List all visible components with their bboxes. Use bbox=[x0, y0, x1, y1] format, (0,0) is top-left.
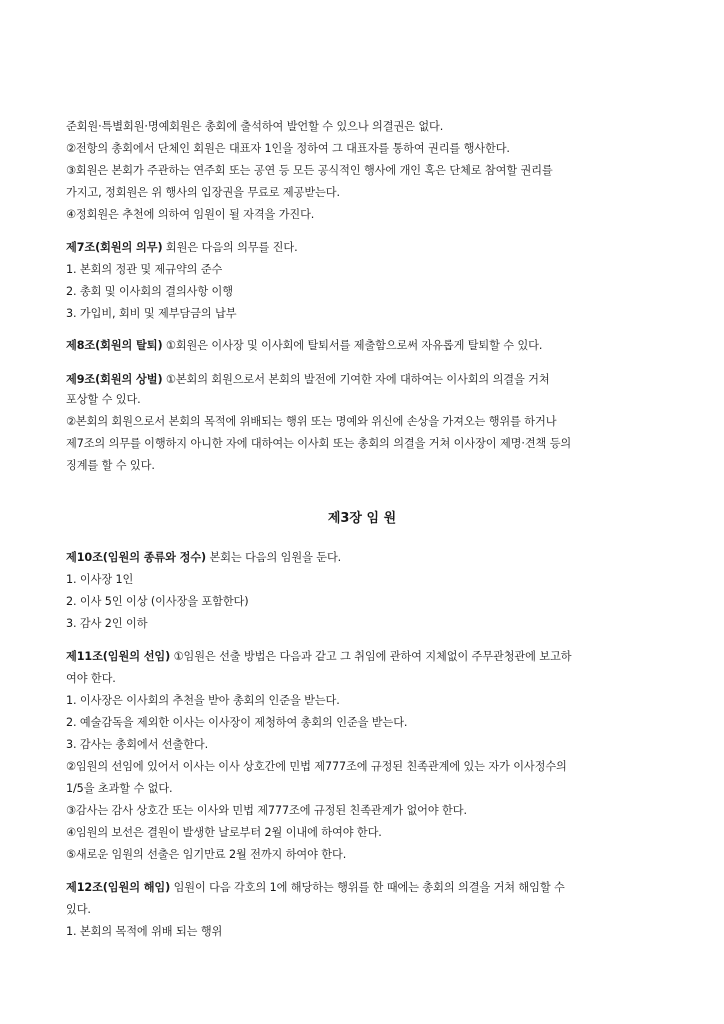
article-11-heading: 제11조(임원의 선임) bbox=[66, 650, 171, 663]
article-12-heading: 제12조(임원의 해임) bbox=[66, 881, 171, 894]
article-11-line: 1. 이사장은 이사회의 추천을 받아 총회의 인준을 받는다. bbox=[66, 694, 340, 707]
article-11-line: ③감사는 감사 상호간 또는 이사와 민법 제777조에 규정된 친족관계가 없어야 한다. bbox=[66, 804, 467, 817]
article-11-line: 여야 한다. bbox=[66, 672, 116, 685]
intro-line: ②전항의 총회에서 단체인 회원은 대표자 1인을 정하여 그 대표자를 통하여 권리를 행사한다. bbox=[66, 142, 510, 155]
article-7-heading: 제7조(회원의 의무) bbox=[66, 241, 163, 254]
article-9-heading: 제9조(회원의 상벌) bbox=[66, 373, 163, 386]
article-11-line: 1/5을 초과할 수 없다. bbox=[66, 782, 173, 795]
article-10-text: 본회는 다음의 임원을 둔다. bbox=[206, 551, 342, 564]
article-7-item: 1. 본회의 정관 및 제규약의 준수 bbox=[66, 263, 223, 276]
article-10-item: 1. 이사장 1인 bbox=[66, 573, 134, 586]
article-10-item: 3. 감사 2인 이하 bbox=[66, 617, 148, 630]
article-7-text: 회원은 다음의 의무를 진다. bbox=[162, 241, 298, 254]
article-11-line: ②임원의 선임에 있어서 이사는 이사 상호간에 민법 제777조에 규정된 친족관계에 있는 자가 이사정수의 bbox=[66, 760, 567, 773]
article-7-item: 2. 총회 및 이사회의 결의사항 이행 bbox=[66, 285, 233, 298]
article-9-line: 제7조의 의무를 이행하지 아니한 자에 대하여는 이사회 또는 총회의 의결을 거쳐 이사장이 제명·견책 등의 bbox=[66, 437, 572, 450]
article-11-line: ⑤새로운 임원의 선출은 임기만료 2월 전까지 하여야 한다. bbox=[66, 848, 347, 861]
intro-line: ④정회원은 추천에 의하여 임원이 될 자격을 가진다. bbox=[66, 208, 315, 221]
article-11-line: ④임원의 보선은 결원이 발생한 날로부터 2월 이내에 하여야 한다. bbox=[66, 826, 382, 839]
article-10-item: 2. 이사 5인 이상 (이사장을 포함한다) bbox=[66, 595, 249, 608]
article-8-text: ①회원은 이사장 및 이사회에 탈퇴서를 제출함으로써 자유롭게 탈퇴할 수 있다. bbox=[162, 339, 543, 352]
article-9-line: 포상할 수 있다. bbox=[66, 393, 141, 406]
article-10-heading: 제10조(임원의 종류와 정수) bbox=[66, 551, 207, 564]
chapter-heading: 제3장 임 원 bbox=[327, 511, 397, 526]
intro-line: 준회원·특별회원·명예회원은 총회에 출석하여 발언할 수 있으나 의결권은 없다. bbox=[66, 120, 444, 133]
article-10-paragraph bbox=[66, 550, 341, 566]
article-12-line: 1. 본회의 목적에 위배 되는 행위 bbox=[66, 925, 223, 938]
article-12-line: 있다. bbox=[66, 903, 91, 916]
article-11-line: 3. 감사는 총회에서 선출한다. bbox=[66, 738, 209, 751]
article-7-item: 3. 가입비, 회비 및 제부담금의 납부 bbox=[66, 307, 237, 320]
intro-line: 가지고, 정회원은 위 행사의 입장권을 무료로 제공받는다. bbox=[66, 186, 340, 199]
intro-line: ③회원은 본회가 주관하는 연주회 또는 공연 등 모든 공식적인 행사에 개인 혹은 단체로 참여할 권리를 bbox=[66, 164, 553, 177]
article-11-text: ①임원은 선출 방법은 다음과 같고 그 취임에 관하여 지체없이 주무관청관에 보고하 bbox=[170, 650, 572, 663]
article-9-paragraph bbox=[66, 372, 550, 388]
article-9-line: ②본회의 회원으로서 본회의 목적에 위배되는 행위 또는 명예와 위신에 손상을 가져오는 행위를 하거나 bbox=[66, 415, 557, 428]
article-8-heading: 제8조(회원의 탈퇴) bbox=[66, 339, 163, 352]
article-9-line: 징계를 할 수 있다. bbox=[66, 459, 155, 472]
article-12-text: 임원이 다음 각호의 1에 해당하는 행위를 한 때에는 총회의 의결을 거쳐 해임할 수 bbox=[170, 881, 565, 894]
article-12-paragraph bbox=[66, 880, 565, 896]
article-8-paragraph bbox=[66, 338, 542, 354]
article-11-line: 2. 예술감독을 제외한 이사는 이사장이 제청하여 총회의 인준을 받는다. bbox=[66, 716, 408, 729]
article-7-paragraph bbox=[66, 240, 298, 256]
article-9-text: ①본회의 회원으로서 본회의 발전에 기여한 자에 대하여는 이사회의 의결을 거쳐 bbox=[162, 373, 550, 386]
article-11-paragraph bbox=[66, 649, 571, 665]
